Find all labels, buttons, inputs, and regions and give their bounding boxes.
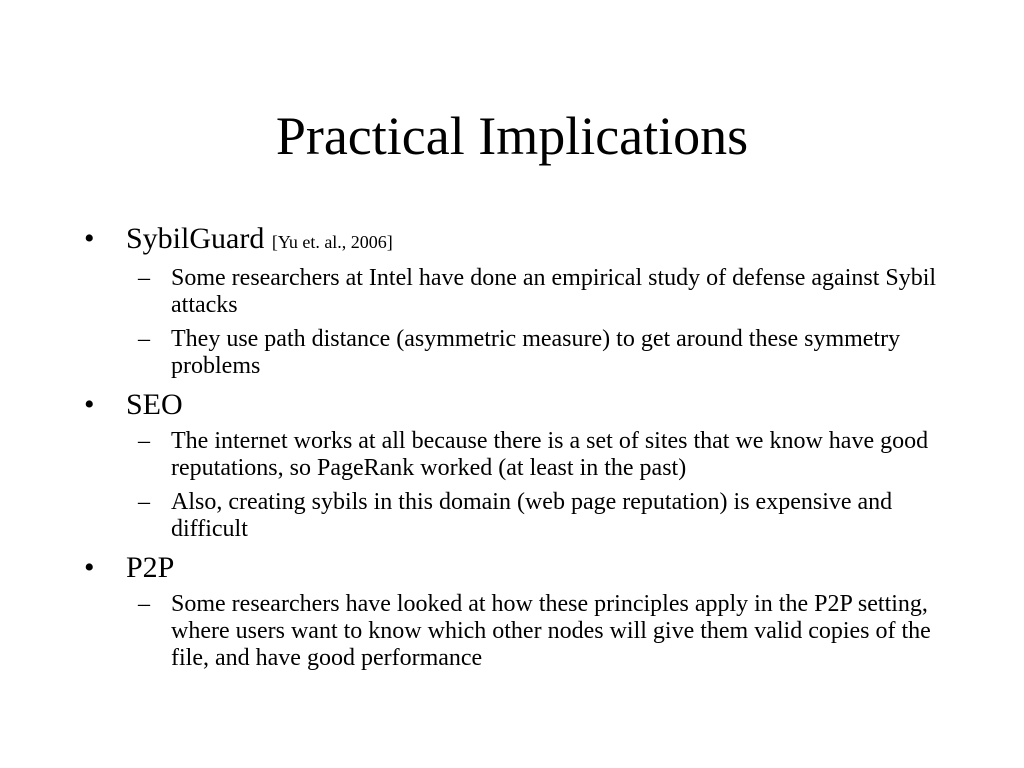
dash-icon: –	[138, 489, 150, 515]
subpoint-item	[126, 265, 944, 319]
dash-icon: –	[138, 591, 150, 617]
subpoint-text: Some researchers at Intel have done an empirical study of defense against Sybil attacks	[171, 265, 937, 318]
subpoint-list	[126, 265, 944, 380]
dash-icon: –	[138, 265, 150, 291]
subpoint-text: They use path distance (asymmetric measure) to get around these symmetry problems	[171, 326, 901, 379]
subpoint-item	[126, 489, 944, 543]
bullet-list	[84, 222, 944, 672]
bullet-label: SybilGuard	[126, 222, 265, 255]
dash-icon: –	[138, 428, 150, 454]
bullet-label: P2P	[126, 551, 175, 584]
subpoint-text: The internet works at all because there is a set of sites that we know have good reputations, so PageRank worked (at least in the past)	[171, 428, 929, 481]
subpoint-text: Also, creating sybils in this domain (web page reputation) is expensive and difficult	[171, 489, 893, 542]
bullet-icon: •	[84, 551, 95, 584]
dash-icon: –	[138, 326, 150, 352]
subpoint-list	[126, 591, 944, 672]
subpoint-item	[126, 591, 944, 672]
bullet-label: SEO	[126, 388, 183, 421]
subpoint-item	[126, 326, 944, 380]
bullet-icon: •	[84, 388, 95, 421]
subpoint-text: Some researchers have looked at how these principles apply in the P2P setting, where users want to know which other nodes will give them valid copies of the file, and have good performance	[171, 591, 931, 671]
bullet-item-p2p	[84, 551, 944, 672]
bullet-item-seo	[84, 388, 944, 543]
subpoint-item	[126, 428, 944, 482]
subpoint-list	[126, 428, 944, 543]
bullet-item-sybilguard	[84, 222, 944, 380]
bullet-icon: •	[84, 222, 95, 255]
slide-title: Practical Implications	[275, 106, 749, 166]
citation: [Yu et. al., 2006]	[271, 232, 393, 252]
